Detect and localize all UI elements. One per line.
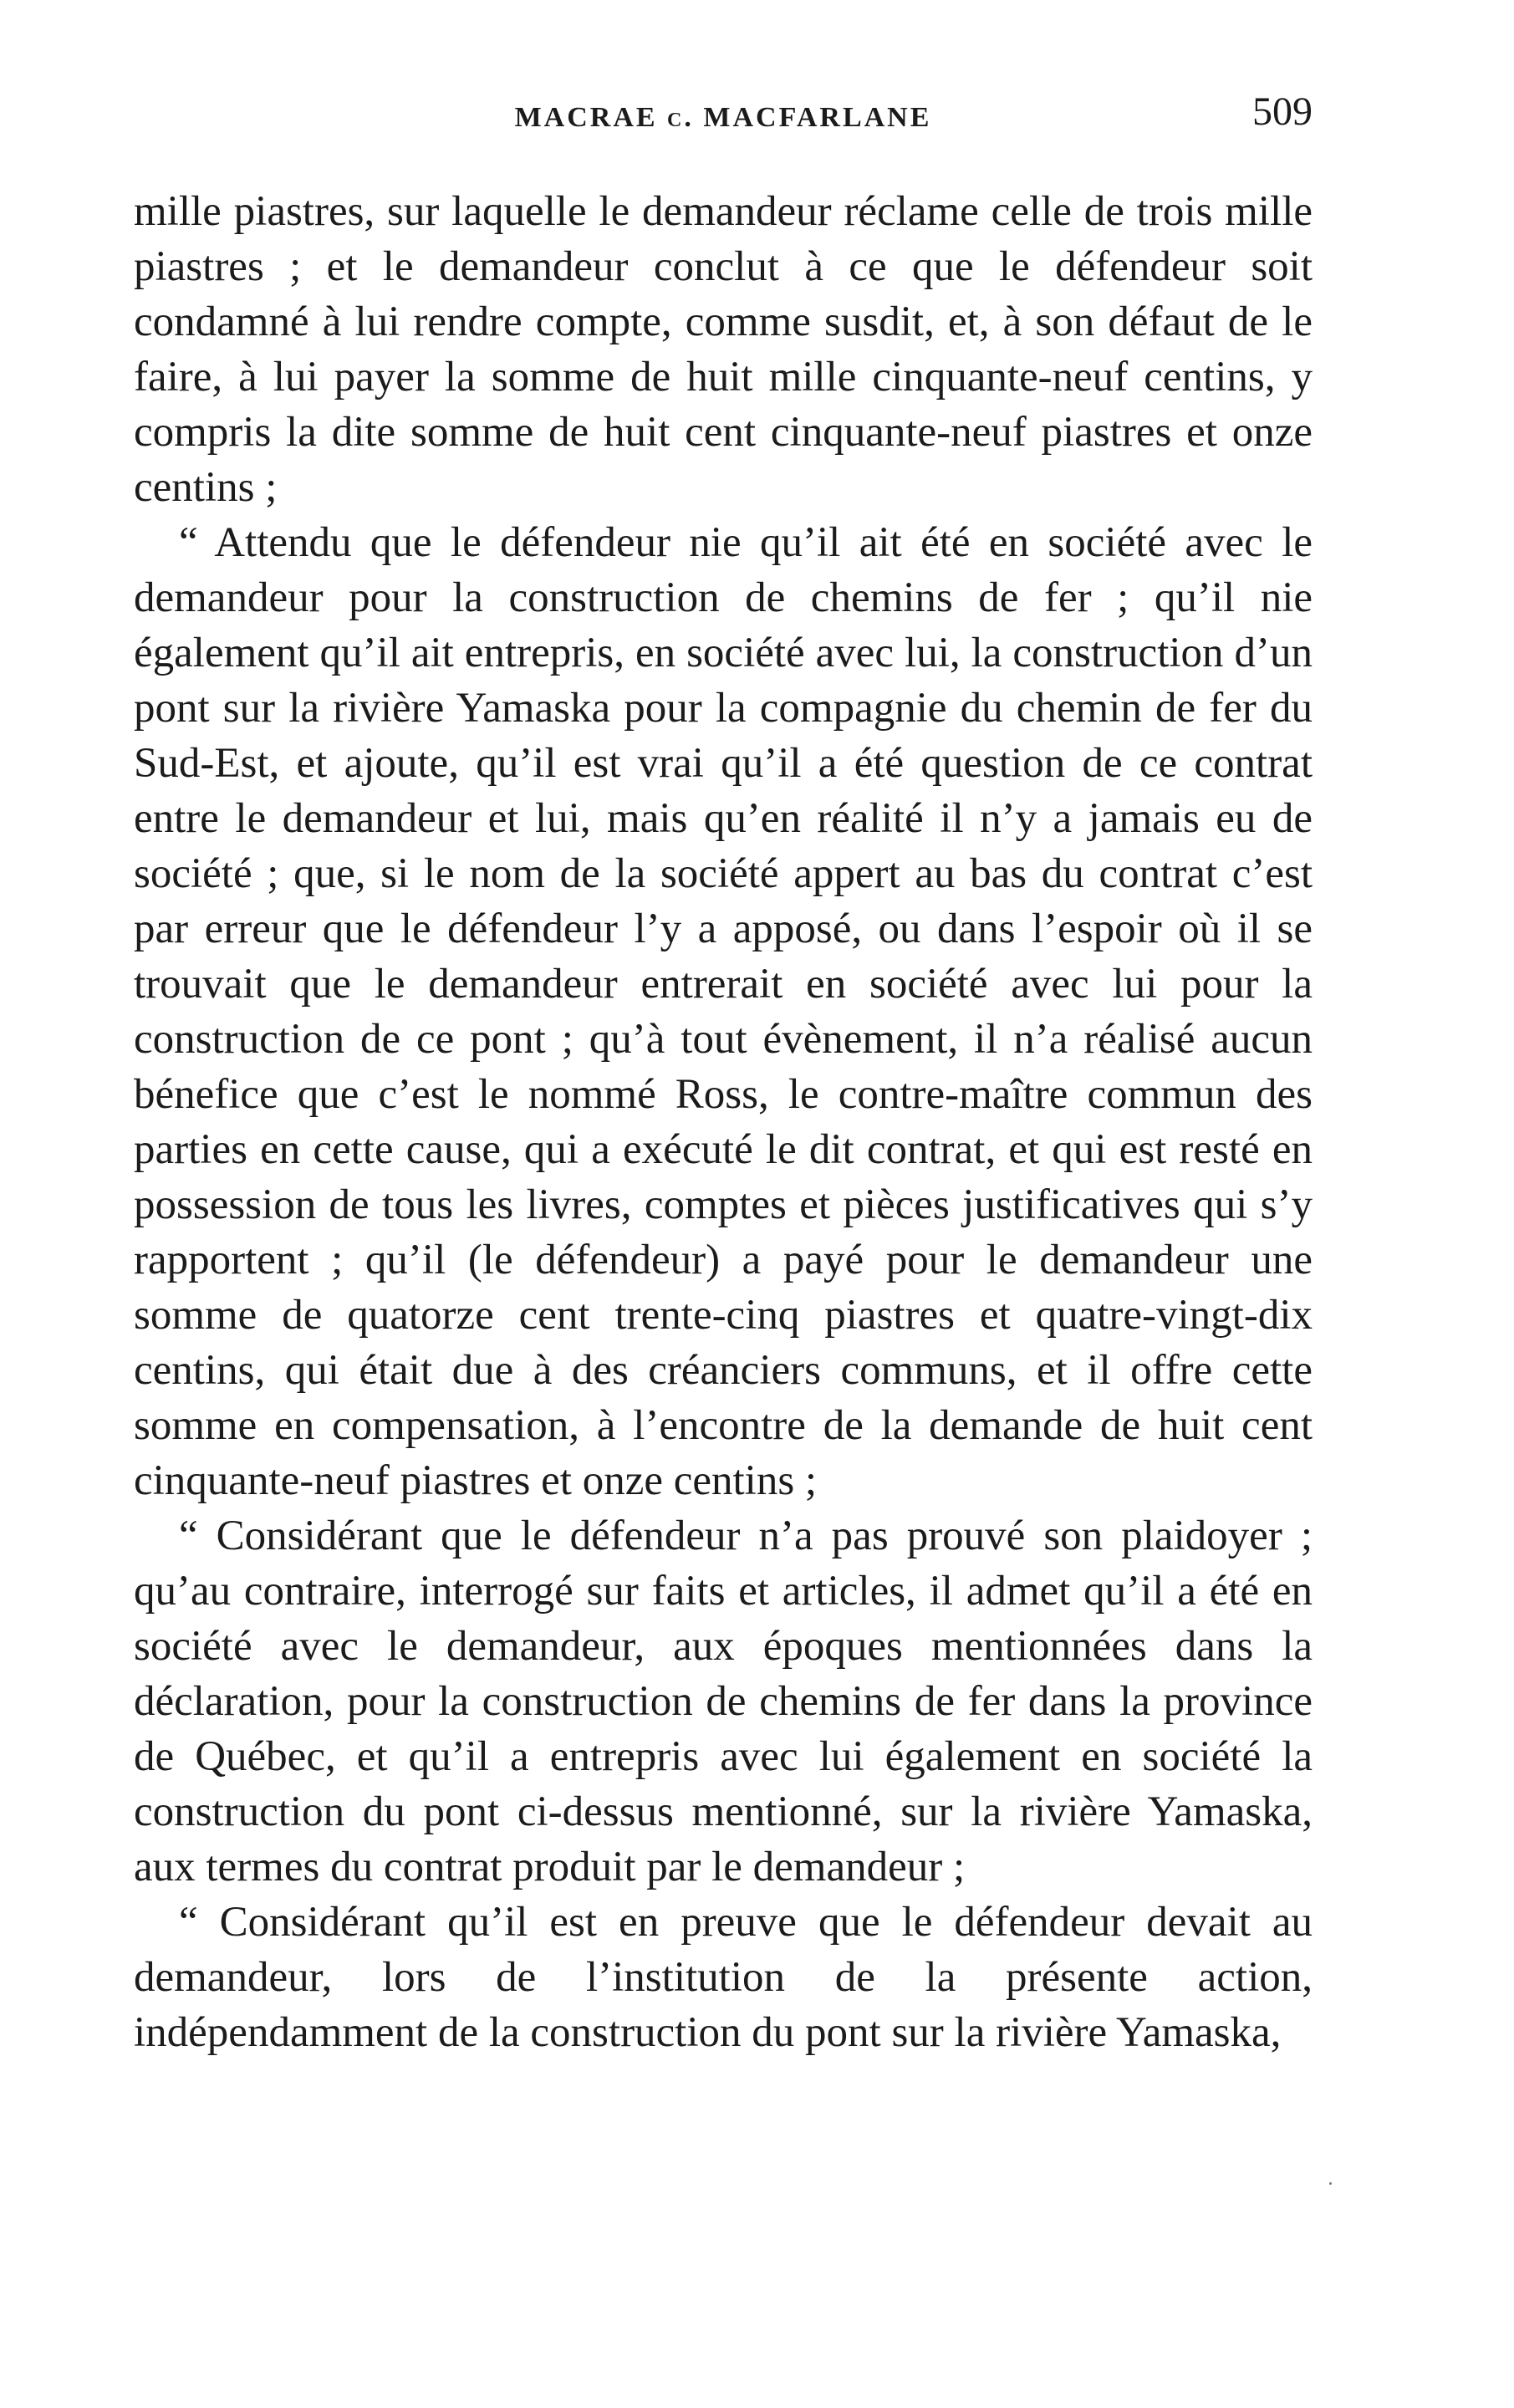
running-title: MACRAE c. MACFARLANE (514, 102, 932, 133)
paragraph-attendu: “ Attendu que le défendeur nie qu’il ait été en société avec le demandeur pour la construction de chemins de fer ; qu’il nie également qu’il ait entrepris, en société avec lui, la construction d’un pont sur la rivière Yamaska pour la compagnie du chemin de fer du Sud-Est, et ajoute, qu’il est vrai qu’il a été question de ce contrat entre le demandeur et lui, mais qu’en réalité il n’y a jamais eu de société ; que, si le nom de la société appert au bas du contrat c’est par erreur que le défendeur l’y a apposé, ou dans l’espoir où il se trouvait que le demandeur entrerait en société avec lui pour la construction de ce pont ; qu’à tout évènement, il n’a réalisé aucun bénefice que c’est le nommé Ross, le contre-maître commun des parties en cette cause, qui a exécuté le dit contrat, et qui est resté en possession de tous les livres, comptes et pièces justificatives qui s’y rapportent ; qu’il (le défendeur) a payé pour le demandeur une somme de quatorze cent trente-cinq piastres et quatre-vingt-dix centins, qui était due à des créanciers communs, et il offre cette somme en compensation, à l’encontre de la demande de huit cent cinquante-neuf piastres et onze centins ; (134, 519, 1313, 1504)
page-number: 509 (1252, 89, 1313, 134)
paragraph-considerant-2: “ Considérant qu’il est en preuve que le défendeur devait au demandeur, lors de l’institution de la présente action, indépendamment de la construction du pont sur la rivière Yamaska, (134, 1899, 1313, 2056)
page-header (134, 89, 1313, 150)
body-text (134, 184, 1313, 2060)
paper-speck (1329, 2182, 1332, 2185)
paragraph-considerant-1: “ Considérant que le défendeur n’a pas prouvé son plaidoyer ; qu’au contraire, interrogé sur faits et articles, il admet qu’il a été en société avec le demandeur, aux époques mentionnées dans la déclaration, pour la construction de chemins de fer dans la province de Québec, et qu’il a entrepris avec lui également en société la construction du pont ci-dessus mentionné, sur la rivière Yamaska, aux termes du contrat produit par le demandeur ; (134, 1513, 1313, 1890)
paragraph-continuation: mille piastres, sur laquelle le demandeur réclame celle de trois mille piastres ; et le demandeur conclut à ce que le défendeur soit condamné à lui rendre compte, comme susdit, et, à son défaut de le faire, à lui payer la somme de huit mille cinquante-neuf centins, y compris la dite somme de huit cent cinquante-neuf piastres et onze centins ; (134, 188, 1313, 511)
